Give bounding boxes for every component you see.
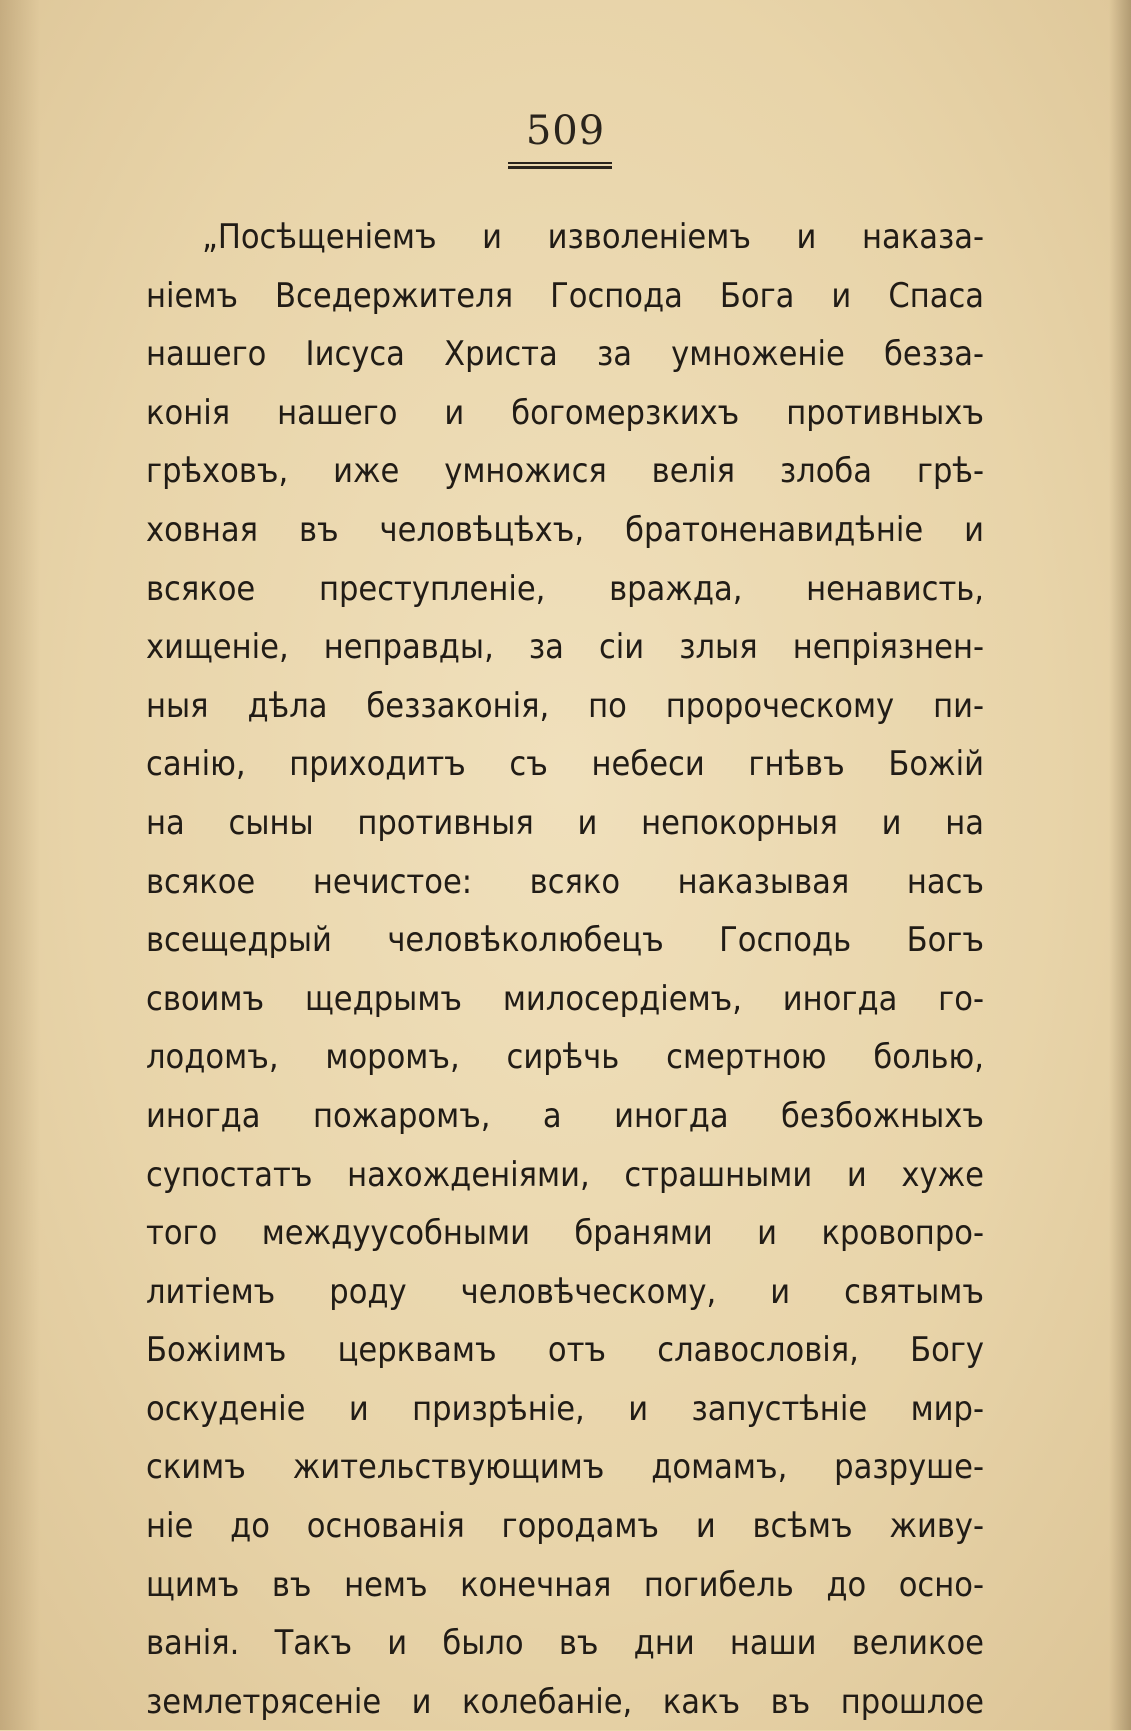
text-line: иногда пожаромъ, а иногда безбожныхъ	[146, 1095, 984, 1136]
text-line: литіемъ роду человѣческому, и святымъ	[146, 1271, 984, 1312]
text-line: на сыны противныя и непокорныя и на	[146, 802, 984, 843]
text-line: оскуденіе и призрѣніе, и запустѣніе мир-	[146, 1388, 984, 1429]
text-line: нашего Іисуса Христа за умноженіе безза-	[146, 334, 984, 375]
text-line: щимъ въ немъ конечная погибель до осно-	[146, 1564, 984, 1605]
text-line: ніе до основанія городамъ и всѣмъ живу-	[146, 1506, 984, 1547]
rule-thin-line	[508, 162, 612, 164]
rule-thick-line	[508, 166, 612, 169]
text-line: супостатъ нахожденіями, страшными и хуже	[146, 1154, 984, 1195]
text-line: Божіимъ церквамъ отъ славословія, Богу	[146, 1330, 984, 1371]
page-shadow-right	[1109, 0, 1131, 1730]
text-line: ныя дѣла беззаконія, по пророческому пи-	[146, 685, 984, 726]
text-line: землетрясеніе и колебаніе, какъ въ прошлое	[146, 1681, 984, 1722]
page-shadow-left	[0, 0, 40, 1730]
text-line: всещедрый человѣколюбецъ Господь Богъ	[146, 920, 984, 961]
text-line: скимъ жительствующимъ домамъ, разруше-	[146, 1447, 984, 1488]
page-number-rule	[508, 162, 612, 169]
text-line: ніемъ Вседержителя Господа Бога и Спаса	[146, 275, 984, 316]
text-line: лодомъ, моромъ, сирѣчь смертною болью,	[146, 1037, 984, 1078]
body-text	[146, 208, 984, 1731]
text-line: конія нашего и богомерзкихъ противныхъ	[146, 392, 984, 433]
text-line: санію, приходитъ съ небеси гнѣвъ Божій	[146, 744, 984, 785]
text-line: ванія. Такъ и было въ дни наши великое	[146, 1623, 984, 1664]
text-line: грѣховъ, иже умножися велія злоба грѣ-	[146, 451, 984, 492]
text-line: всякое преступленіе, вражда, ненависть,	[146, 568, 984, 609]
page-number: 509	[525, 108, 606, 154]
text-line: ховная въ человѣцѣхъ, братоненавидѣніе и	[146, 509, 984, 550]
text-line: „Посѣщеніемъ и изволеніемъ и наказа-	[202, 217, 984, 257]
text-line: хищеніе, неправды, за сіи злыя непріязнен-	[146, 627, 984, 668]
text-line: своимъ щедрымъ милосердіемъ, иногда го-	[146, 978, 984, 1019]
text-line: того междуусобными бранями и кровопро-	[146, 1213, 984, 1254]
text-line: всякое нечистое: всяко наказывая насъ	[146, 861, 984, 902]
